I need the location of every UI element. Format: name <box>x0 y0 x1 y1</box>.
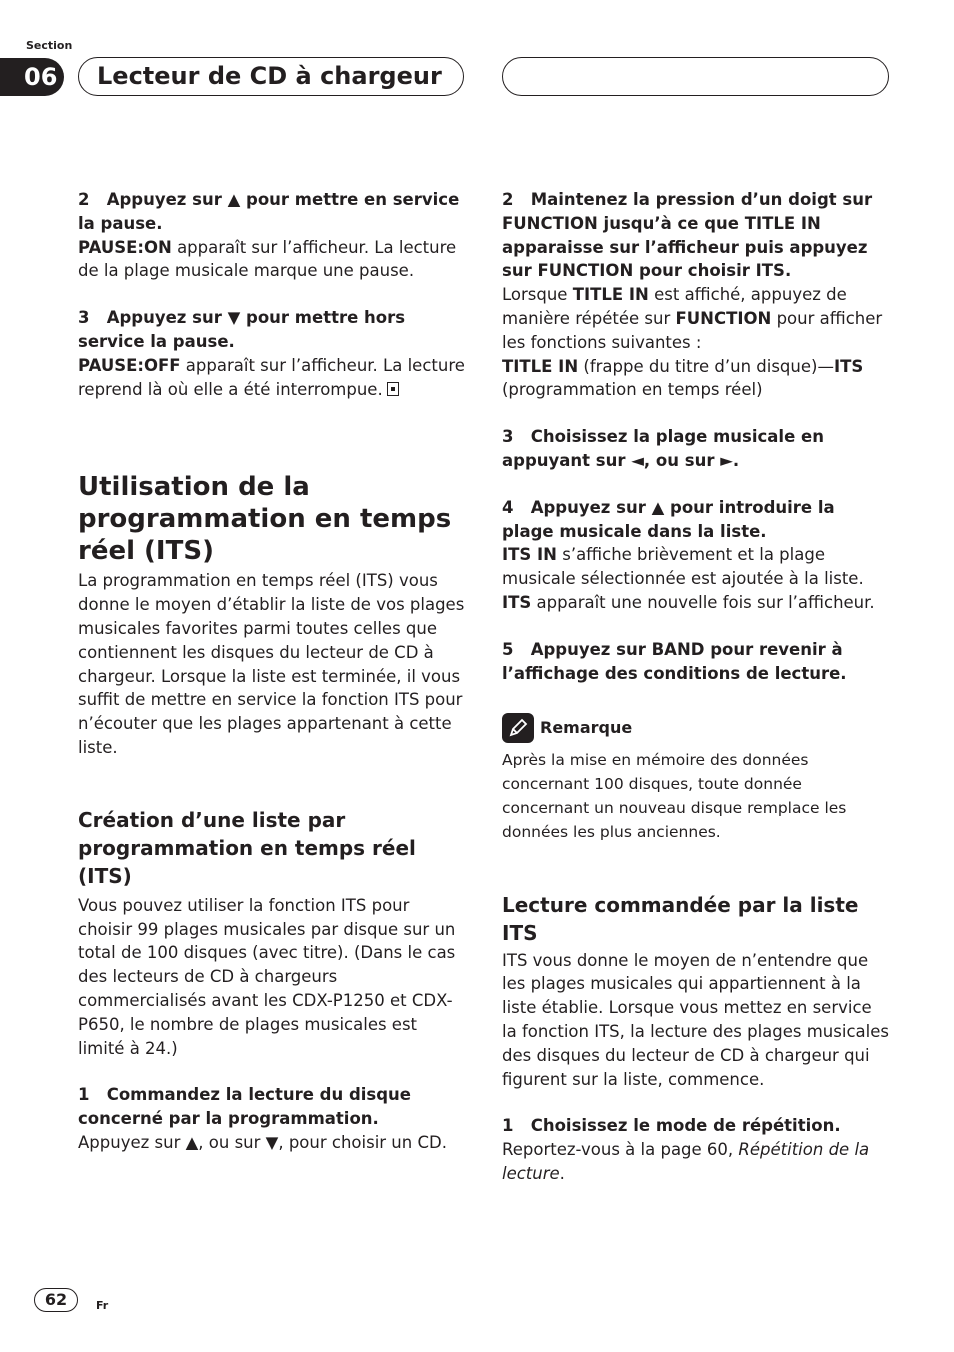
note-title: Remarque <box>540 718 633 738</box>
step-3-body: PAUSE:OFF apparaît sur l’afficheur. La lecture reprend là où elle a été interrompue. <box>78 355 465 399</box>
pencil-icon <box>502 713 534 743</box>
left-column <box>78 188 466 1155</box>
step-1-heading: 1 Choisissez le mode de répétition. <box>502 1116 841 1136</box>
creation-paragraph: Vous pouvez utiliser la fonction ITS pour choisir 99 plages musicales par disque sur un total de 100 disques (avec titre). (Dans le cas des lecteurs de CD à chargeurs commercialisés avant les CDX-P1250 et CDX-P650, le nombre de plages musicales est limité à 24.) <box>78 895 456 1058</box>
step-1-body: Appuyez sur ▲, ou sur ▼, pour choisir un CD. <box>78 1132 447 1152</box>
its-playback-paragraph: ITS vous donne le moyen de n’entendre que les plages musicales qui appartiennent à la liste établie. Lorsque vous mettez en service la fonction ITS, la lecture des plages musicales des disques du lecteur de CD à chargeur qui figurent sur la liste, commence. <box>502 950 889 1089</box>
end-of-section-icon <box>387 382 399 396</box>
step-3-heading: 3 Appuyez sur ▼ pour mettre hors service la pause. <box>78 308 406 351</box>
step-2-functions: TITLE IN (frappe du titre d’un disque)—ITS (programmation en temps réel) <box>502 356 864 400</box>
step-1-heading: 1 Commandez la lecture du disque concerné par la programmation. <box>78 1085 411 1129</box>
step-4-body: ITS IN s’affiche brièvement et la plage musicale sélectionnée est ajoutée à la liste. ITS apparaît une nouvelle fois sur l’afficheur. <box>502 545 875 612</box>
section-label: Section <box>26 39 73 52</box>
step-4-heading: 4 Appuyez sur ▲ pour introduire la plage musicale dans la liste. <box>502 497 835 541</box>
intro-paragraph: La programmation en temps réel (ITS) vous donne le moyen d’établir la liste de vos plages musicales favorites parmi toutes celles que contiennent les disques du lecteur de CD à chargeur. Lorsque la liste est terminée, il vous suffit de mettre en service la fonction ITS pour n’écouter que les plages appartenant à cette liste. <box>78 571 465 757</box>
section-number: 06 <box>0 58 64 96</box>
step-2-heading: 2 Maintenez la pression d’un doigt sur FUNCTION jusqu’à ce que TITLE IN apparaisse sur l’afficheur puis appuyez sur FUNCTION pour choisir ITS. <box>502 190 873 281</box>
step-1-body: Reportez-vous à la page 60, Répétition de la lecture. <box>502 1140 870 1183</box>
step-2-heading: 2 Appuyez sur ▲ pour mettre en service la pause. <box>78 190 460 233</box>
page-number: 62 <box>34 1288 78 1312</box>
step-2-body: Lorsque TITLE IN est affiché, appuyez de manière répétée sur FUNCTION pour afficher les fonctions suivantes : <box>502 285 883 352</box>
subheading-creation: Création d’une liste par programmation en temps réel (ITS) <box>78 807 416 888</box>
step-3-heading: 3 Choisissez la plage musicale en appuyant sur ◄, ou sur ►. <box>502 427 824 470</box>
right-column <box>502 188 890 1186</box>
subheading-its-playback: Lecture commandée par la liste ITS <box>502 892 859 945</box>
note-text: Après la mise en mémoire des données concernant 100 disques, toute donnée concernant un nouveau disque remplace les données les plus anciennes. <box>502 751 847 841</box>
language-code: Fr <box>96 1299 109 1312</box>
header-blank-box <box>502 57 889 96</box>
section-title: Lecteur de CD à chargeur <box>78 57 464 96</box>
main-heading: Utilisation de la programmation en temps réel (ITS) <box>78 472 452 567</box>
note-header <box>502 713 890 743</box>
step-5-heading: 5 Appuyez sur BAND pour revenir à l’affichage des conditions de lecture. <box>502 639 847 683</box>
step-2-body: PAUSE:ON apparaît sur l’afficheur. La lecture de la plage musicale marque une pause. <box>78 237 457 281</box>
